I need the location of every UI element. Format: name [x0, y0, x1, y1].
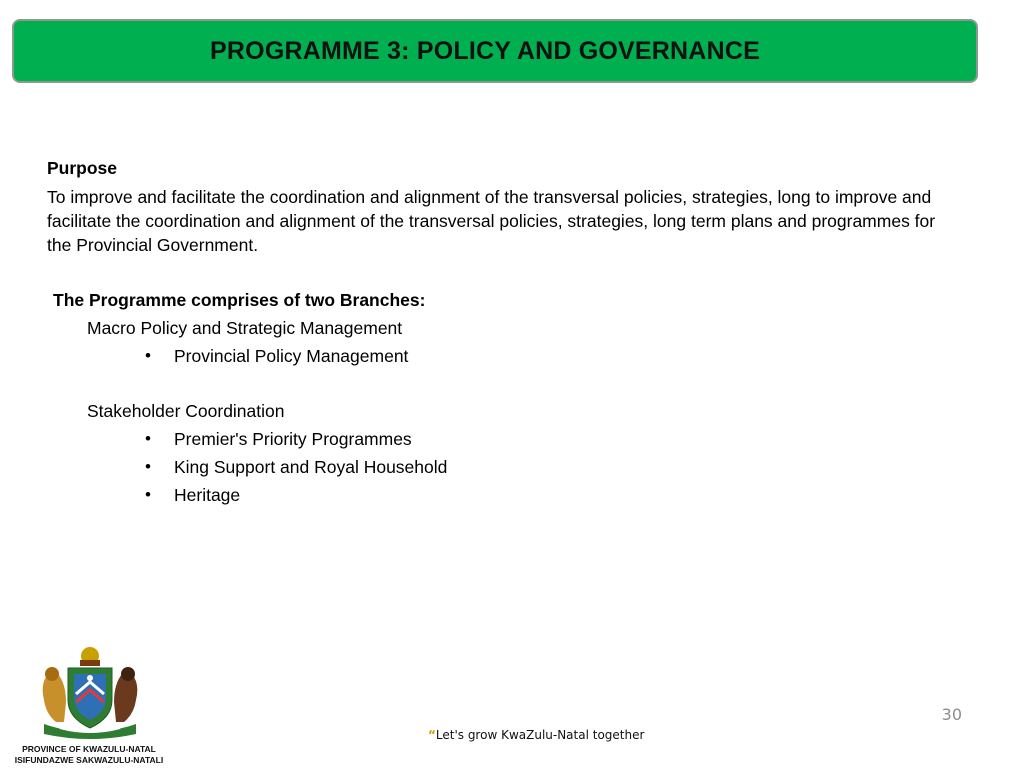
slide-title: PROGRAMME 3: POLICY AND GOVERNANCE	[210, 36, 760, 65]
bullet-icon: •	[145, 346, 151, 365]
branches-heading: The Programme comprises of two Branches:	[53, 290, 426, 310]
bullet-icon: •	[145, 457, 151, 476]
purpose-heading: Purpose	[47, 158, 118, 178]
slide-title-bar	[12, 19, 978, 83]
bullet-item	[145, 429, 412, 450]
bullet-item	[145, 346, 408, 367]
page-number: 30	[941, 705, 962, 724]
bullet-text: Premier's Priority Programmes	[174, 429, 412, 449]
footer-slogan	[428, 728, 644, 742]
bullet-text: King Support and Royal Household	[174, 457, 448, 477]
slogan-text: Let's grow KwaZulu-Natal together	[435, 728, 645, 742]
purpose-text: To improve and facilitate the coordination and alignment of the transversal policies, strategies, long to improve and facilitate the coordination and alignment of the transversal policies, strategies, long term plans and programmes for the Provincial Government.	[47, 187, 936, 255]
bullet-icon: •	[145, 429, 151, 448]
bullet-item	[145, 457, 447, 478]
slogan-open-quote: “	[428, 728, 436, 742]
bullet-item	[145, 485, 240, 506]
coat-of-arms-logo	[30, 644, 150, 744]
bullet-text: Provincial Policy Management	[174, 346, 409, 366]
bullet-icon: •	[145, 485, 151, 504]
logo-text-line2: ISIFUNDAZWE SAKWAZULU-NATALI	[14, 755, 164, 765]
logo-text-line1: PROVINCE OF KWAZULU-NATAL	[22, 744, 156, 754]
branch-name: Macro Policy and Strategic Management	[87, 318, 403, 338]
bullet-text: Heritage	[174, 485, 241, 505]
branch-name: Stakeholder Coordination	[87, 401, 285, 421]
